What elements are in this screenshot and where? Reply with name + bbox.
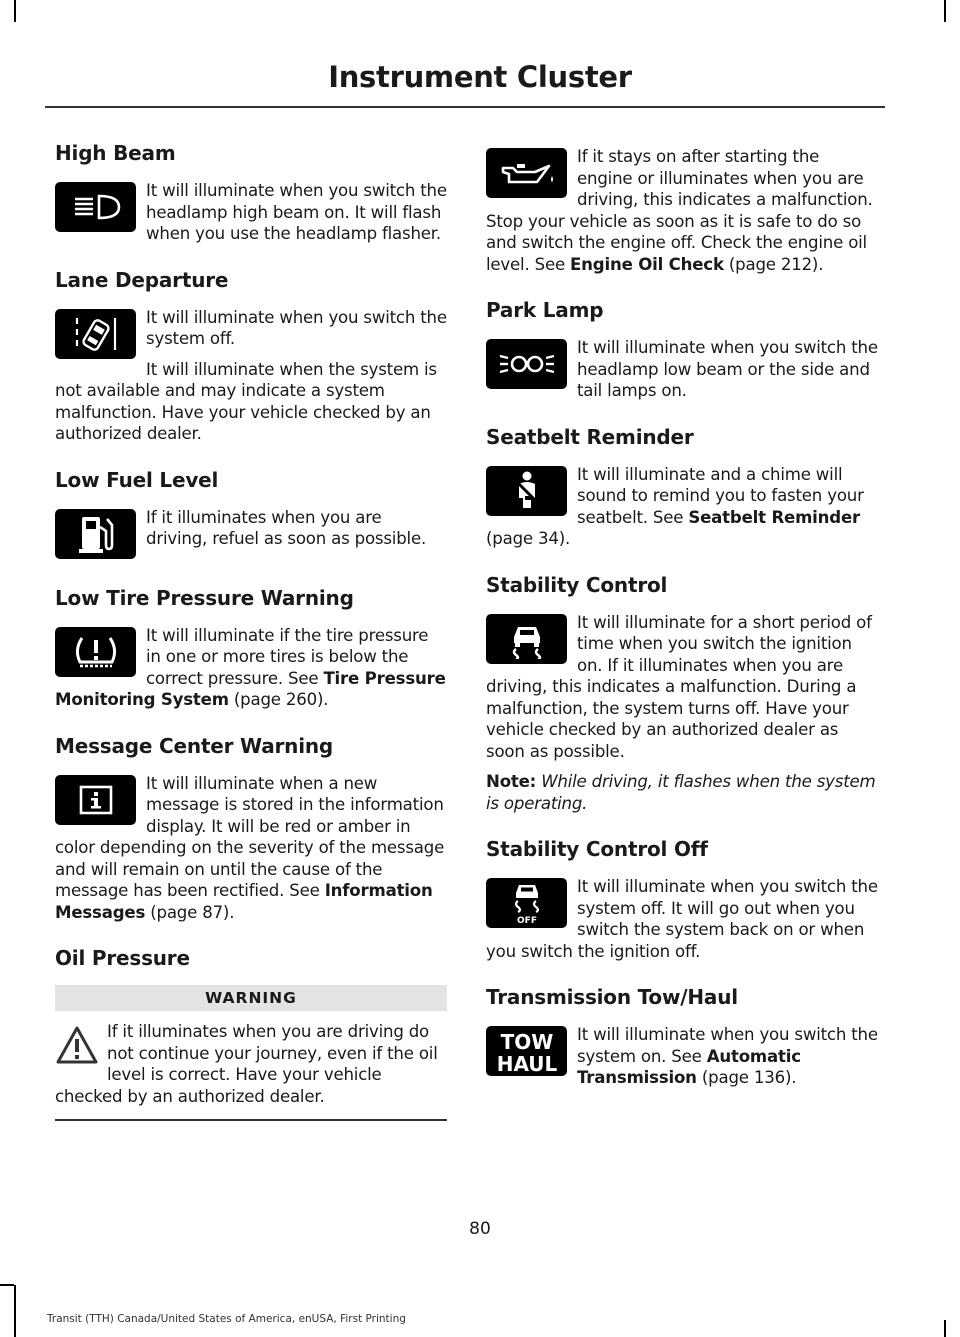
warning-banner: WARNING bbox=[55, 985, 447, 1011]
section-stability-control bbox=[486, 572, 878, 815]
note-label: Note: bbox=[486, 772, 537, 791]
stability-control-off-icon bbox=[486, 878, 567, 928]
section-heading: Seatbelt Reminder bbox=[486, 424, 694, 449]
tow-label: TOW bbox=[500, 1030, 553, 1054]
info-message-icon bbox=[55, 775, 136, 825]
text-run: (page 212). bbox=[723, 254, 824, 274]
text-run: (page 260). bbox=[228, 690, 329, 709]
section-heading: Park Lamp bbox=[486, 298, 604, 322]
text-run: It will illuminate if the tire pressure in one or more tires is below the correct pressure. See bbox=[146, 625, 429, 688]
cross-reference-link[interactable]: Automatic Transmission bbox=[577, 1046, 801, 1087]
section-heading: Stability Control Off bbox=[486, 837, 708, 861]
header-divider bbox=[45, 106, 885, 108]
section-seatbelt bbox=[486, 424, 878, 550]
section-heading: Message Center Warning bbox=[55, 733, 334, 758]
oil-can-icon bbox=[486, 148, 567, 198]
high-beam-headlamp-icon bbox=[55, 182, 136, 232]
section-message-center bbox=[55, 733, 447, 924]
warning-divider bbox=[55, 1119, 447, 1121]
cross-reference-link[interactable]: Engine Oil Check bbox=[570, 254, 724, 274]
section-text: It will illuminate when you switch the system off. It will go out when you switch the system back on or when you switch the ignition off. bbox=[486, 877, 878, 961]
page-title: Instrument Cluster bbox=[328, 60, 632, 94]
section-text: It will illuminate when you switch the system off. bbox=[146, 307, 447, 348]
footer-text: Transit (TTH) Canada/United States of America, enUSA, First Printing bbox=[47, 1313, 406, 1325]
section-heading: Oil Pressure bbox=[55, 946, 190, 970]
tow-haul-icon bbox=[486, 1026, 567, 1076]
section-park-lamp bbox=[486, 297, 878, 402]
seatbelt-icon bbox=[486, 466, 567, 516]
crop-mark bbox=[14, 0, 16, 22]
tire-pressure-icon bbox=[55, 627, 136, 677]
section-oil-pressure bbox=[55, 945, 447, 1121]
section-heading: Stability Control bbox=[486, 572, 668, 597]
stability-control-icon bbox=[486, 614, 567, 664]
haul-label: HAUL bbox=[496, 1052, 557, 1074]
off-label: OFF bbox=[516, 916, 537, 925]
warning-text: If it illuminates when you are driving do not continue your journey, even if the oil level is correct. Have your vehicle checked by an authorized dealer. bbox=[55, 1022, 438, 1106]
section-lane-departure bbox=[55, 267, 447, 445]
cross-reference-link[interactable]: Tire Pressure Monitoring System bbox=[55, 668, 446, 709]
text-run: It will illuminate when a new message is stored in the information display. It will be red or amber in color depending on the severity of the message and will remain on until the cause of the message has been rectified. See bbox=[55, 773, 445, 900]
section-high-beam bbox=[55, 140, 447, 245]
section-heading: Transmission Tow/Haul bbox=[486, 985, 738, 1009]
section-heading: Low Fuel Level bbox=[55, 467, 219, 492]
park-lamp-icon bbox=[486, 339, 567, 389]
text-run: (page 87). bbox=[145, 902, 235, 922]
section-text: It will illuminate when the system is not available and may indicate a system malfunction. Have your vehicle checked by an authorized dealer. bbox=[55, 359, 437, 443]
section-oil-pressure-continued bbox=[486, 146, 878, 275]
text-run: (page 136). bbox=[696, 1068, 797, 1087]
page-number: 80 bbox=[469, 1219, 491, 1239]
cross-reference-link[interactable]: Information Messages bbox=[55, 881, 433, 922]
fuel-pump-icon bbox=[55, 509, 136, 559]
section-text: It will illuminate when you switch the headlamp low beam or the side and tail lamps on. bbox=[577, 338, 878, 400]
section-text: It will illuminate for a short period of time when you switch the ignition on. If it illuminates when you are driving, this indicates a malfunction. During a malfunction, the system turns off. Have your vehicle checked by an authorized dealer as soon as possible. bbox=[486, 612, 872, 761]
cross-reference-link[interactable]: Seatbelt Reminder bbox=[688, 507, 860, 527]
text-run: It will illuminate when you switch the system on. See bbox=[577, 1025, 878, 1066]
section-text: If it illuminates when you are driving, refuel as soon as possible. bbox=[146, 507, 427, 548]
section-text: It will illuminate when you switch the headlamp high beam on. It will flash when you use the headlamp flasher. bbox=[146, 181, 447, 243]
crop-mark bbox=[0, 1284, 14, 1286]
text-run: (page 34). bbox=[486, 529, 571, 548]
text-run: If it stays on after starting the engine or illuminates when you are driving, this indicates a malfunction. Stop your vehicle as soon as it is safe to do so and switch the engine off. Check the engine oil level. See bbox=[486, 147, 873, 274]
section-low-tire bbox=[55, 585, 447, 711]
section-heading: Lane Departure bbox=[55, 267, 229, 292]
crop-mark bbox=[14, 1285, 16, 1337]
note-text bbox=[486, 771, 878, 814]
left-column bbox=[55, 140, 447, 1143]
text-run: It will illuminate and a chime will sound to remind you to fasten your seatbelt. See bbox=[577, 464, 864, 527]
right-column bbox=[486, 146, 878, 1111]
section-low-fuel bbox=[55, 467, 447, 563]
crop-mark bbox=[944, 1320, 946, 1337]
lane-departure-car-icon bbox=[55, 309, 136, 359]
warning-triangle-icon bbox=[55, 1025, 99, 1065]
section-tow-haul bbox=[486, 984, 878, 1089]
section-heading: High Beam bbox=[55, 141, 176, 165]
crop-mark bbox=[944, 0, 946, 22]
section-heading: Low Tire Pressure Warning bbox=[55, 585, 354, 610]
note-body: While driving, it flashes when the system is operating. bbox=[486, 772, 876, 813]
section-stability-control-off bbox=[486, 836, 878, 962]
